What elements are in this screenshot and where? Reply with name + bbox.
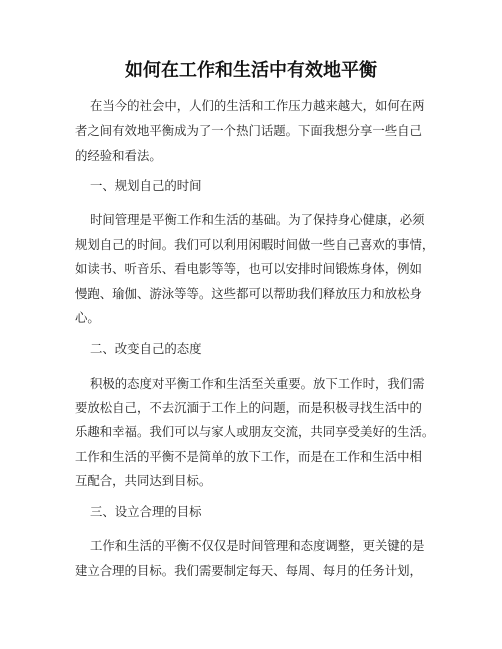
paragraph-line: 积极的态度对平衡工作和生活至关重要。放下工作时，我们需	[90, 376, 425, 391]
paragraph-line: 慢跑、瑜伽、游泳等等。这些都可以帮助我们释放压力和放松身	[75, 286, 422, 301]
intro-line: 者之间有效地平衡成为了一个热门话题。下面我想分享一些自己	[75, 123, 422, 138]
document-title: 如何在工作和生活中有效地平衡	[125, 60, 377, 81]
paragraph-line: 时间管理是平衡工作和生活的基础。为了保持身心健康，必须	[90, 212, 425, 227]
section-heading: 三、设立合理的目标	[90, 504, 202, 519]
paragraph-line: 规划自己的时间。我们可以利用闲暇时间做一些自己喜欢的事情，	[75, 237, 435, 252]
paragraph-line: 建立合理的目标。我们需要制定每天、每周、每月的任务计划，	[75, 563, 422, 578]
intro-line: 的经验和看法。	[75, 148, 162, 163]
paragraph-line: 如读书、听音乐、看电影等等，也可以安排时间锻炼身体，例如	[75, 261, 422, 276]
paragraph-line: 心。	[75, 310, 100, 325]
paragraph-line: 互配合，共同达到目标。	[75, 473, 212, 488]
intro-line: 在当今的社会中，人们的生活和工作压力越来越大，如何在两	[90, 98, 425, 113]
paragraph-line: 要放松自己，不去沉湎于工作上的问题，而是积极寻找生活中的	[75, 400, 422, 415]
paragraph-line: 工作和生活的平衡不是简单的放下工作，而是在工作和生活中相	[75, 449, 422, 464]
paragraph-line: 乐趣和幸福。我们可以与家人或朋友交流，共同享受美好的生活。	[75, 424, 435, 439]
section-heading: 二、改变自己的态度	[90, 341, 202, 356]
paragraph-line: 工作和生活的平衡不仅仅是时间管理和态度调整，更关键的是	[90, 538, 425, 553]
section-heading: 一、规划自己的时间	[90, 178, 202, 193]
